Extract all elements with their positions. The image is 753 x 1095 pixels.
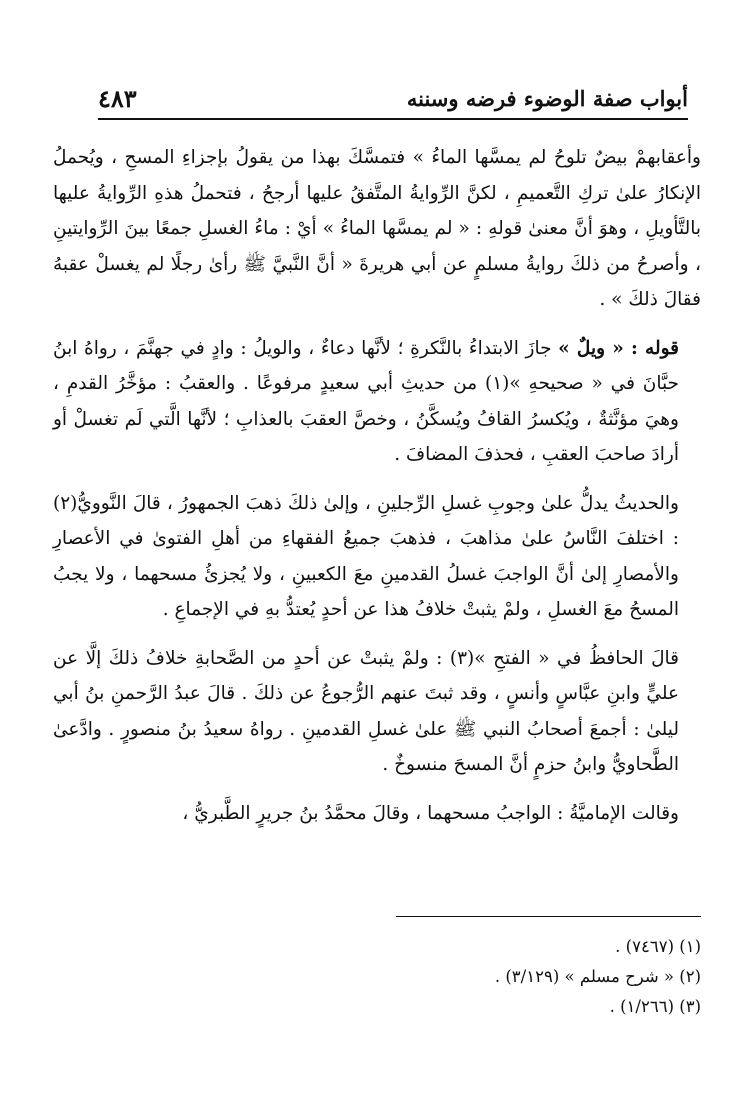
paragraph-1	[53, 140, 701, 318]
paragraph-5	[53, 796, 701, 832]
footnote-divider	[396, 916, 701, 917]
paragraph-3	[53, 486, 701, 628]
paragraph-text: وقالت الإماميَّةُ : الواجبُ مسحهما ، وقالَ محمَّدُ بنُ جريرٍ الطَّبريُّ ،	[182, 802, 679, 824]
paragraph-text: وأعقابهمْ بيضٌ تلوحُ لم يمسَّها الماءُ » فتمسَّكَ بهذا من يقولُ بإجزاءِ المسحِ ، ويُحملُ الإنكارُ علىٰ تركِ التَّعميمِ ، لكنَّ الرِّوايةُ المتَّفقُ عليها أرجحُ ، فتحملُ هذهِ الرِّوايةُ عليها بالتَّأويلِ ، وهوَ أنَّ معنىٰ قولهِ : « لم يمسَّها الماءُ » أيْ : ماءُ الغسلِ جمعًا بينَ الرِّوايتينِ ، وأصرحُ من ذلكَ روايةُ مسلمٍ عن أبي هريرةَ « أنَّ النَّبيَّ ﷺ رأىٰ رجلًا لم يغسلْ عقبهُ فقالَ ذلكَ » .	[53, 147, 701, 310]
footnote-1: (١) (٧٤٦٧) .	[615, 937, 701, 956]
footnote-2: (٢) « شرح مسلم » (٣/١٢٩) .	[494, 967, 701, 986]
paragraph-4	[53, 641, 701, 783]
page-header	[98, 84, 688, 120]
paragraph-text: جازَ الابتداءُ بالنَّكرةِ ؛ لأنَّها دعاءٌ ، والويلُ : وادٍ في جهنَّمَ ، رواهُ ابنُ حبَّانَ في « صحيحهِ »(١) من حديثِ أبي سعيدٍ مرفوعًا . والعقبُ : مؤخَّرُ القدمِ ، وهيَ مؤنَّثةٌ ، ويُكسرُ القافُ ويُسكَّنُ ، وخصَّ العقبَ بالعذابِ ؛ لأنَّها الَّتي لَم تغسلْ أو أرادَ صاحبَ العقبِ ، فحذفَ المضافَ .	[53, 337, 679, 465]
main-text	[53, 140, 701, 844]
running-title: أبواب صفة الوضوء فرضه وسننه	[406, 86, 688, 111]
paragraph-text: والحديثُ يدلُّ علىٰ وجوبِ غسلِ الرِّجلينِ ، وإلىٰ ذلكَ ذهبَ الجمهورُ ، قالَ النَّوويُّ(٢) : اختلفَ النَّاسُ علىٰ مذاهبَ ، فذهبَ جميعُ الفقهاءِ من أهلِ الفتوىٰ في الأعصارِ والأمصارِ إلىٰ أنَّ الواجبَ غسلُ القدمينِ معَ الكعبينِ ، ولا يُجزئُ مسحهما ، ولا يجبُ المسحُ معَ الغسلِ ، ولمْ يثبتْ خلافُ هذا عن أحدٍ يُعتدُّ بهِ في الإجماعِ .	[53, 492, 679, 620]
commentary-lead: قوله : « ويلٌ »	[558, 337, 679, 359]
page-number: ٤٨٣	[98, 84, 137, 113]
paragraph-text: قالَ الحافظُ في « الفتحِ »(٣) : ولمْ يثبتْ عن أحدٍ من الصَّحابةِ خلافُ ذلكَ إلَّا عن عليٍّ وابنِ عبَّاسٍ وأنسٍ ، وقد ثبتَ عنهم الرُّجوعُ عن ذلكَ . قالَ عبدُ الرَّحمنِ بنُ أبي ليلىٰ : أجمعَ أصحابُ النبي ﷺ علىٰ غسلِ القدمينِ . رواهُ سعيدُ بنُ منصورٍ . وادَّعىٰ الطَّحاويُّ وابنُ حزمٍ أنَّ المسحَ منسوخٌ .	[53, 647, 679, 775]
footnote-3: (٣) (١/٢٦٦) .	[609, 997, 701, 1016]
footnotes	[53, 932, 701, 1022]
paragraph-2	[53, 331, 701, 473]
